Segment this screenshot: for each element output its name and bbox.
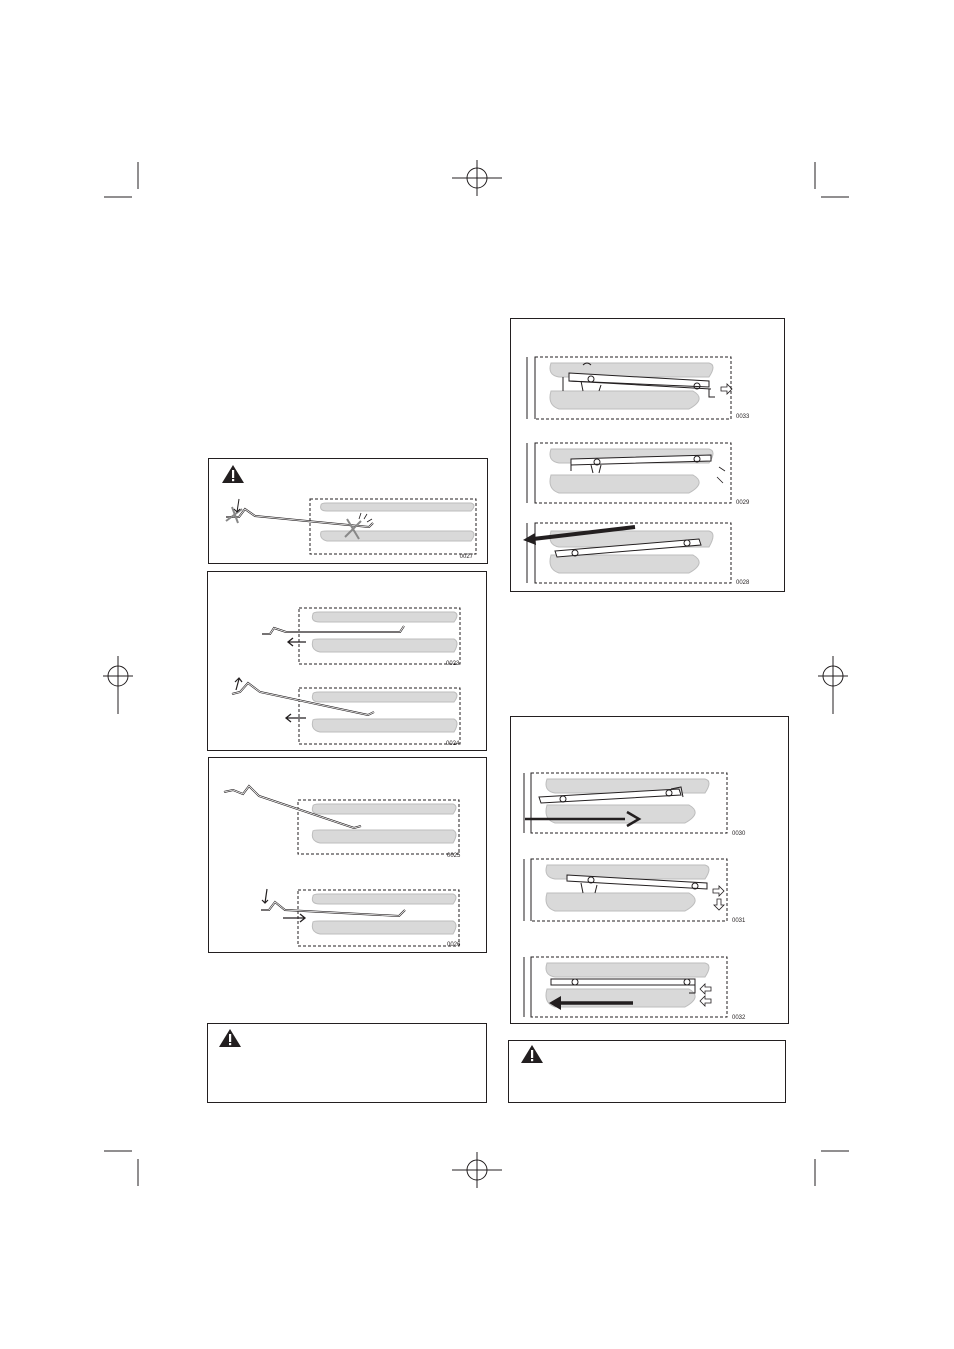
figure-code: 0025 bbox=[447, 853, 461, 859]
figure-code: 0033 bbox=[736, 414, 750, 420]
warning-box-right bbox=[508, 1040, 786, 1103]
figure-code: 0029 bbox=[736, 500, 750, 506]
figure-box-warning-insertion bbox=[208, 458, 488, 564]
warning-triangle-icon bbox=[509, 1041, 549, 1071]
registration-mark-icon bbox=[452, 160, 502, 196]
figure-box-telescopic-insertion bbox=[510, 716, 789, 1024]
figure-code: 0028 bbox=[736, 580, 750, 586]
figure-code: 0032 bbox=[732, 1015, 746, 1021]
figure-code: 0030 bbox=[732, 831, 746, 837]
figure-box-shelf-removal bbox=[207, 571, 487, 751]
shelf-insertion-wrong-figure bbox=[209, 459, 489, 565]
registration-mark-icon bbox=[452, 1152, 502, 1188]
registration-mark-icon bbox=[818, 656, 848, 714]
figure-code: 0027 bbox=[459, 554, 473, 560]
figure-code: 0031 bbox=[732, 918, 746, 924]
telescopic-removal-figure bbox=[511, 319, 786, 593]
figure-box-shelf-insertion bbox=[208, 757, 487, 953]
telescopic-insertion-figure bbox=[511, 717, 790, 1025]
figure-code: 0026 bbox=[447, 942, 461, 948]
warning-triangle-icon bbox=[222, 465, 244, 483]
registration-mark-icon bbox=[103, 656, 133, 714]
warning-triangle-icon bbox=[208, 1024, 248, 1054]
figure-code: 0023 bbox=[446, 661, 460, 667]
warning-box-left bbox=[207, 1023, 487, 1103]
figure-box-telescopic-removal bbox=[510, 318, 785, 592]
figure-code: 0024 bbox=[446, 741, 460, 747]
